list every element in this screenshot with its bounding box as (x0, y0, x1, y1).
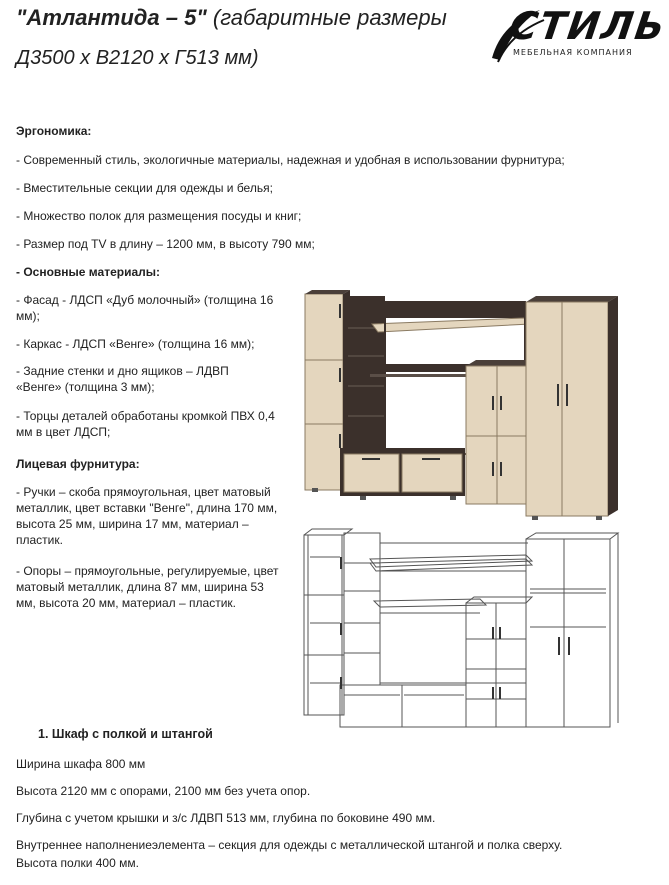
ergonomics-heading: Эргономика: (16, 124, 92, 138)
ergonomics-item: - Множество полок для размещения посуды и книг; (16, 209, 302, 223)
left-shelf-column (343, 296, 385, 464)
title-description: (габаритные размеры (206, 5, 447, 30)
materials-item: - Фасад - ЛДСП «Дуб молочный» (толщина 16 мм); (16, 293, 274, 323)
section-line: Высота 2120 мм с опорами, 2100 мм без учета опор. (16, 784, 311, 798)
title-product-name: "Атлантида – 5" (16, 5, 207, 30)
furniture-render-image (300, 288, 620, 520)
section-title: 1. Шкаф с полкой и штангой (38, 727, 213, 741)
section-line: Высота полки 400 мм. (16, 856, 139, 870)
logo-subtitle: МЕБЕЛЬНАЯ КОМПАНИЯ (513, 48, 633, 57)
materials-item: - Торцы деталей обработаны кромкой ПВХ 0,4 мм в цвет ЛДСП; (16, 409, 275, 439)
company-logo (488, 4, 669, 64)
logo-word: СТИЛЬ (506, 4, 669, 48)
section-line: Внутреннее наполнениеэлемента – секция для одежды с металлической штангой и полка сверху. (16, 838, 563, 852)
ergonomics-item: - Размер под TV в длину – 1200 мм, в высоту 790 мм; (16, 237, 315, 251)
page-title (16, 4, 486, 72)
ergonomics-item: - Современный стиль, экологичные материалы, надежная и удобная в использовании фурнитура; (16, 153, 565, 167)
materials-item: - Задние стенки и дно ящиков – ЛДВП «Венге» (толщина 3 мм); (16, 364, 229, 394)
title-dimensions: Д3500 х В2120 х Г513 мм) (16, 47, 259, 69)
materials-item: - Каркас - ЛДСП «Венге» (толщина 16 мм); (16, 337, 255, 351)
fittings-heading: Лицевая фурнитура: (16, 457, 140, 471)
fittings-item: - Ручки – скоба прямоугольная, цвет матовый металлик, цвет вставки "Венге", длина 170 мм, высота 25 мм, ширина 17 мм, материал – пластик. (16, 485, 278, 547)
fittings-item: - Опоры – прямоугольные, регулируемые, цвет матовый металлик, длина 87 мм, ширина 53 мм, высота 20 мм, материал – пластик. (16, 564, 279, 610)
ergonomics-item: - Вместительные секции для одежды и белья; (16, 181, 273, 195)
right-short-cabinet (466, 360, 532, 504)
right-wardrobe (526, 296, 618, 516)
section-line: Ширина шкафа 800 мм (16, 757, 146, 771)
furniture-wireframe-drawing (300, 527, 620, 731)
materials-heading: - Основные материалы: (16, 265, 160, 279)
section-line: Глубина с учетом крышки и з/с ЛДВП 513 мм, глубина по боковине 490 мм. (16, 811, 436, 825)
